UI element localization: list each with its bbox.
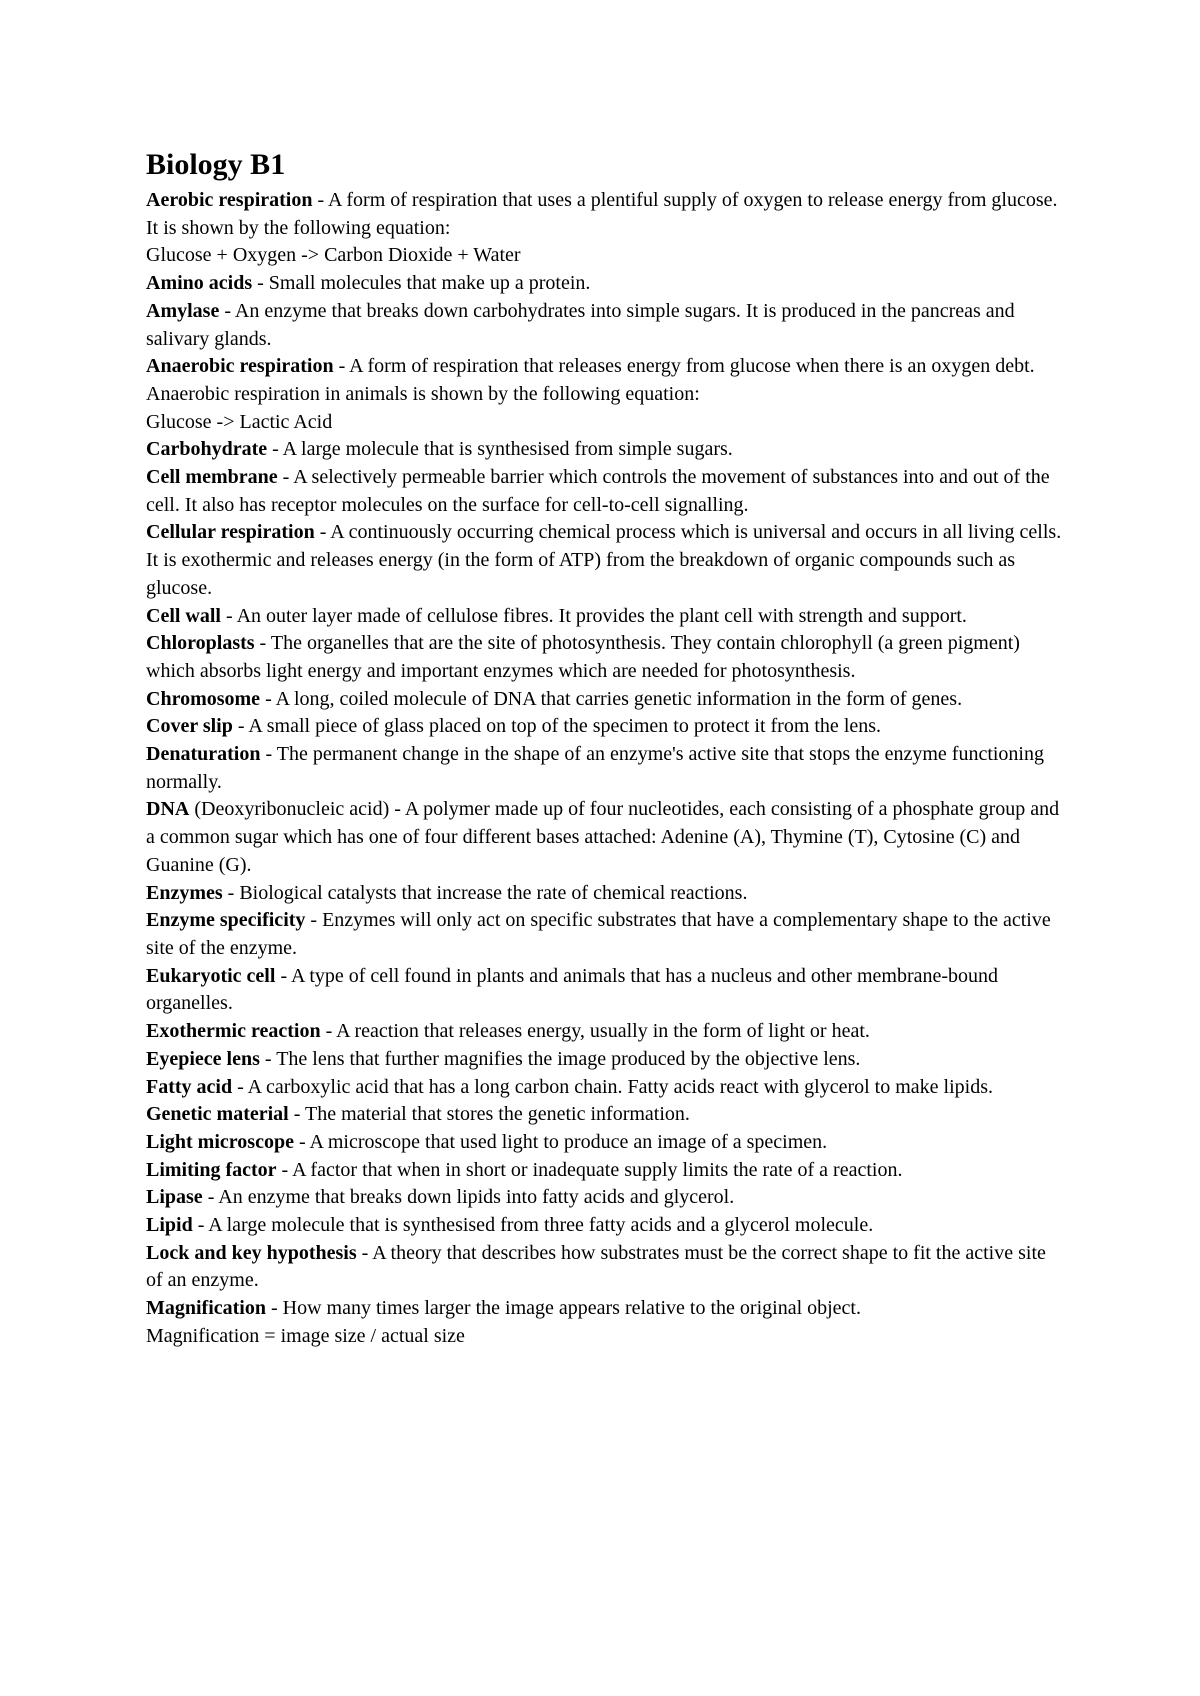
glossary-definition: Small molecules that make up a protein. — [268, 272, 591, 295]
glossary-definition: A selectively permeable barrier which controls the movement of substances into and out of the cell. It also has receptor molecules on the surface for cell-to-cell signalling. — [146, 466, 1050, 516]
glossary-term: Chromosome — [146, 687, 261, 710]
glossary-entry — [146, 464, 1066, 519]
glossary-entry — [146, 963, 1066, 1018]
glossary-separator: - — [221, 604, 237, 627]
glossary-entry — [146, 630, 1066, 685]
glossary-definition: A reaction that releases energy, usually in the form of light or heat. — [336, 1020, 870, 1043]
glossary-definition: A large molecule that is synthesised from three fatty acids and a glycerol molecule. — [208, 1214, 874, 1237]
glossary-separator: - — [260, 743, 277, 766]
glossary-separator: - — [275, 964, 291, 987]
glossary-entry — [146, 686, 1066, 714]
glossary-separator: - — [314, 521, 331, 544]
glossary-term: Cellular respiration — [146, 521, 315, 544]
glossary-separator: - — [277, 466, 294, 489]
glossary-definition: Biological catalysts that increase the rate of chemical reactions. — [239, 881, 748, 904]
glossary-definition: How many times larger the image appears relative to the original object. — [282, 1297, 861, 1320]
glossary-separator: - — [192, 1214, 209, 1237]
glossary-definition: A continuously occurring chemical process which is universal and occurs in all living cells. It is exothermic and releases energy (in the form of ATP) from the breakdown of organic compounds such as glucose. — [146, 521, 1062, 599]
glossary-definition: A microscope that used light to produce an image of a specimen. — [309, 1130, 828, 1153]
glossary-separator: - — [320, 1020, 337, 1043]
glossary-entry — [146, 353, 1066, 408]
glossary-entry — [146, 1018, 1066, 1046]
glossary-term: Cell wall — [146, 604, 221, 627]
glossary-definition: The lens that further magnifies the image produced by the objective lens. — [276, 1047, 861, 1070]
glossary-equation: Magnification = image size / actual size — [146, 1324, 465, 1347]
glossary-equation: Glucose -> Lactic Acid — [146, 410, 333, 433]
glossary-separator: - — [356, 1241, 373, 1264]
glossary-separator: - — [232, 715, 249, 738]
glossary-entry — [146, 1046, 1066, 1074]
glossary-definition: A factor that when in short or inadequate supply limits the rate of a reaction. — [292, 1158, 903, 1181]
glossary-separator: - — [202, 1186, 219, 1209]
glossary-term: Denaturation — [146, 743, 261, 766]
glossary-term: Chloroplasts — [146, 632, 255, 655]
glossary-separator: - — [293, 1130, 310, 1153]
glossary-term: Cell membrane — [146, 466, 278, 489]
glossary-entry — [146, 1074, 1066, 1102]
glossary-definition: A small piece of glass placed on top of the specimen to protect it from the lens. — [248, 715, 882, 738]
glossary-entry — [146, 796, 1066, 879]
glossary-entry — [146, 270, 1066, 298]
glossary-entry — [146, 741, 1066, 796]
glossary-definition: The permanent change in the shape of an enzyme's active site that stops the enzyme functioning normally. — [146, 743, 1044, 793]
glossary-definition: A type of cell found in plants and animals that has a nucleus and other membrane-bound organelles. — [146, 964, 999, 1015]
glossary-separator: - — [222, 881, 240, 904]
glossary-entry — [146, 1212, 1066, 1240]
glossary-term: Aerobic respiration — [146, 189, 313, 211]
glossary-entry — [146, 1101, 1066, 1129]
glossary-list — [146, 187, 1066, 1351]
glossary-entry — [146, 880, 1066, 908]
glossary-term: Eyepiece lens — [146, 1047, 260, 1070]
glossary-separator: - — [288, 1103, 306, 1126]
glossary-definition: The organelles that are the site of photosynthesis. They contain chlorophyll (a green pigment) which absorbs light energy and important enzymes which are needed for photosynthesis. — [146, 632, 1020, 682]
glossary-definition: Enzymes will only act on specific substrates that have a complementary shape to the active site of the enzyme. — [146, 909, 1051, 959]
glossary-term-suffix: (Deoxyribonucleic acid) — [189, 798, 390, 821]
glossary-term: Anaerobic respiration — [146, 355, 334, 378]
glossary-term: Enzymes — [146, 881, 223, 904]
glossary-definition: A form of respiration that uses a plentiful supply of oxygen to release energy from glucose. It is shown by the following equation: — [146, 189, 1058, 239]
glossary-term: Limiting factor — [146, 1158, 277, 1181]
glossary-term: Carbohydrate — [146, 438, 268, 461]
glossary-separator: - — [266, 1297, 283, 1320]
glossary-term: Genetic material — [146, 1103, 289, 1126]
glossary-term: Amylase — [146, 299, 220, 322]
glossary-term: Light microscope — [146, 1130, 294, 1153]
glossary-entry — [146, 1184, 1066, 1212]
glossary-separator: - — [389, 798, 405, 821]
glossary-definition: A long, coiled molecule of DNA that carries genetic information in the form of genes. — [275, 687, 963, 710]
glossary-separator: - — [276, 1158, 293, 1181]
glossary-definition: A large molecule that is synthesised from simple sugars. — [282, 438, 733, 461]
glossary-entry — [146, 603, 1066, 631]
glossary-entry — [146, 187, 1066, 242]
glossary-definition: An enzyme that breaks down lipids into fatty acids and glycerol. — [218, 1186, 735, 1209]
glossary-separator: - — [219, 299, 235, 322]
glossary-term: Lipid — [146, 1214, 193, 1237]
glossary-term: Lock and key hypothesis — [146, 1241, 357, 1264]
glossary-definition: A polymer made up of four nucleotides, each consisting of a phosphate group and a common sugar which has one of four different bases attached: Adenine (A), Thymine (T), Cytosine (C) and Guanine (G). — [146, 798, 1060, 876]
glossary-entry — [146, 1240, 1066, 1295]
document-content — [146, 145, 1066, 1351]
glossary-separator: - — [333, 355, 350, 378]
glossary-definition: A carboxylic acid that has a long carbon chain. Fatty acids react with glycerol to make lipids. — [247, 1075, 993, 1098]
glossary-entry — [146, 436, 1066, 464]
glossary-separator: - — [260, 687, 276, 710]
glossary-definition: The material that stores the genetic information. — [305, 1103, 690, 1126]
document-title: Biology B1 — [146, 148, 286, 181]
glossary-entry — [146, 1295, 1066, 1323]
glossary-term: DNA — [146, 798, 190, 821]
glossary-separator: - — [254, 632, 271, 655]
glossary-term: Enzyme specificity — [146, 909, 306, 932]
glossary-entry — [146, 713, 1066, 741]
glossary-separator: - — [232, 1075, 248, 1098]
glossary-term: Eukaryotic cell — [146, 964, 276, 987]
glossary-separator: - — [259, 1047, 277, 1070]
glossary-term: Magnification — [146, 1297, 266, 1320]
glossary-term: Fatty acid — [146, 1075, 233, 1098]
glossary-equation: Glucose + Oxygen -> Carbon Dioxide + Water — [146, 244, 521, 267]
glossary-entry — [146, 907, 1066, 962]
glossary-separator: - — [252, 272, 269, 295]
glossary-entry — [146, 1157, 1066, 1185]
glossary-separator: - — [312, 189, 329, 211]
glossary-definition: An enzyme that breaks down carbohydrates into simple sugars. It is produced in the pancreas and salivary glands. — [146, 299, 1015, 350]
glossary-definition: A theory that describes how substrates must be the correct shape to fit the active site of an enzyme. — [146, 1241, 1046, 1292]
glossary-entry — [146, 519, 1066, 602]
glossary-term: Exothermic reaction — [146, 1020, 321, 1043]
glossary-separator: - — [305, 909, 323, 932]
glossary-separator: - — [267, 438, 283, 461]
glossary-entry — [146, 1129, 1066, 1157]
glossary-definition: A form of respiration that releases energy from glucose when there is an oxygen debt. Anaerobic respiration in animals is shown by the following equation: — [146, 355, 1035, 405]
glossary-definition: An outer layer made of cellulose fibres. It provides the plant cell with strength and support. — [236, 604, 967, 627]
glossary-term: Lipase — [146, 1186, 203, 1209]
glossary-term: Cover slip — [146, 715, 233, 738]
glossary-entry — [146, 298, 1066, 353]
glossary-term: Amino acids — [146, 272, 253, 295]
